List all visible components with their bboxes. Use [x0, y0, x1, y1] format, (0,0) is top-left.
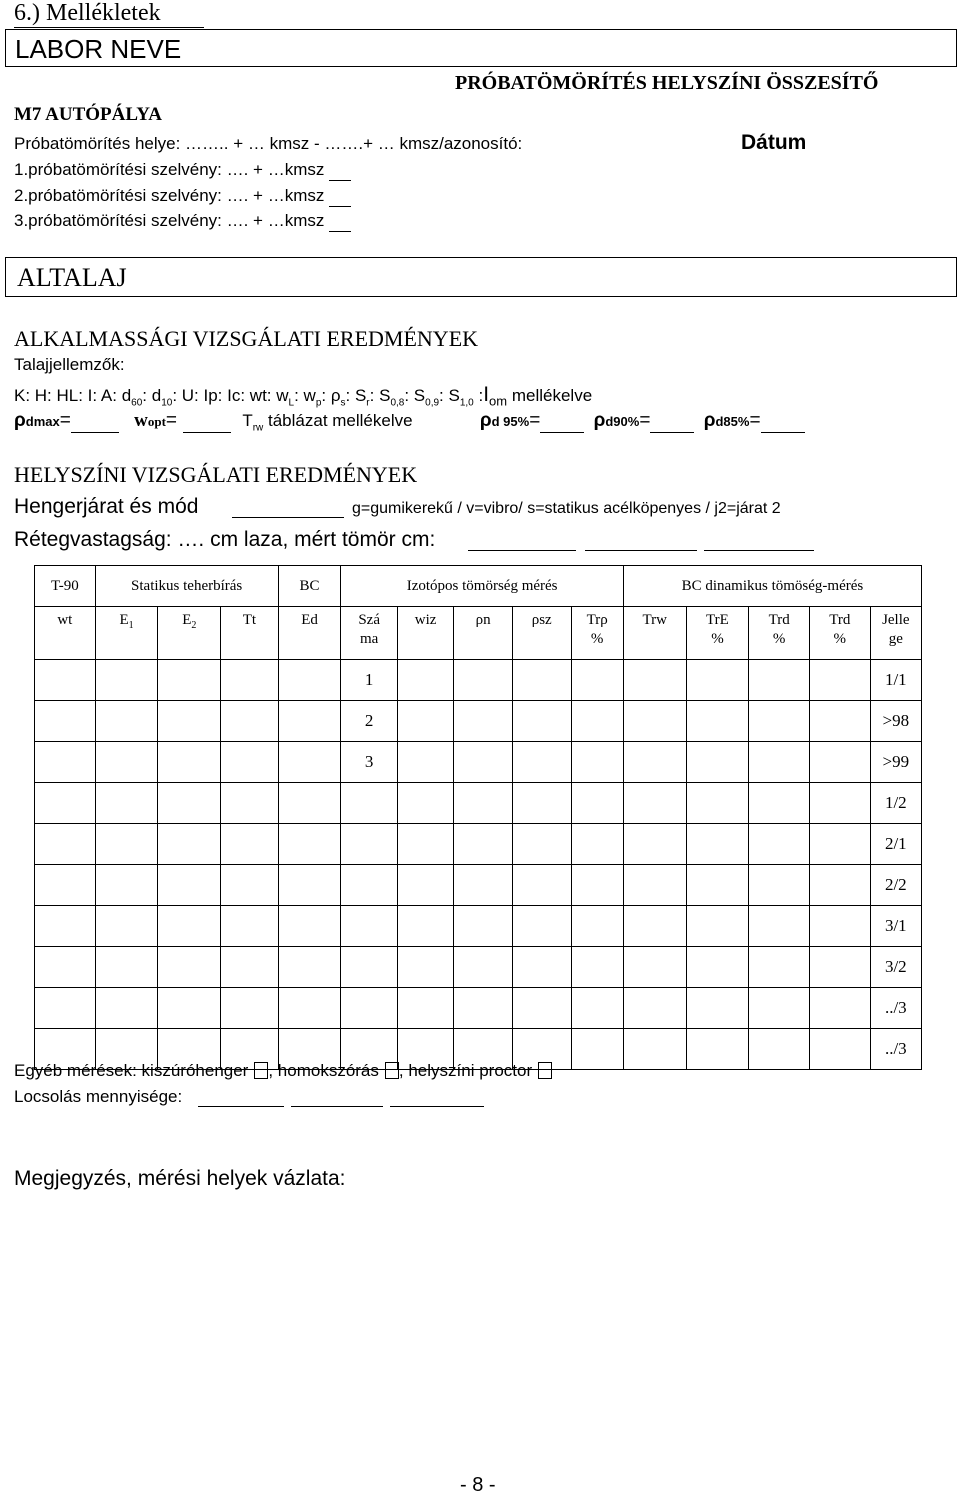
- col-header-tr-rho: Trρ %: [571, 607, 623, 660]
- watering-label: Locsolás mennyisége:: [14, 1087, 183, 1106]
- group-header-isotope: Izotópos tömörség mérés: [341, 566, 623, 607]
- col-header-jellege: Jelle ge: [870, 607, 921, 660]
- rho-dmax-field[interactable]: [71, 410, 119, 433]
- col-header-wt: wt: [35, 607, 96, 660]
- layer-box: [5, 257, 957, 297]
- col-header-tt: Tt: [221, 607, 279, 660]
- section-1: 1.próbatömörítési szelvény: …. + …kmsz: [14, 160, 351, 181]
- rho-d90-field[interactable]: [650, 410, 694, 433]
- rho-d85-field[interactable]: [761, 410, 805, 433]
- soil-props-label: Talajjellemzők:: [14, 355, 125, 374]
- table-row: 2 >98: [35, 701, 922, 742]
- col-header-szama: Szá ma: [341, 607, 397, 660]
- table-row: 3/1: [35, 906, 922, 947]
- table-row: 3 >99: [35, 742, 922, 783]
- col-header-rho-n: ρn: [454, 607, 513, 660]
- rho-d95-field[interactable]: [540, 410, 584, 433]
- w-opt-field[interactable]: [183, 410, 231, 433]
- watering-field-2[interactable]: [291, 1087, 383, 1107]
- core-cutter-checkbox[interactable]: [254, 1062, 268, 1079]
- section-3-field[interactable]: [329, 211, 351, 232]
- col-header-trd-2: Trd %: [809, 607, 870, 660]
- lab-name: LABOR NEVE: [15, 34, 182, 64]
- notes-label: Megjegyzés, mérési helyek vázlata:: [14, 1167, 346, 1190]
- field-proctor-checkbox[interactable]: [538, 1062, 552, 1079]
- col-header-wiz: wiz: [397, 607, 453, 660]
- thickness-field-1[interactable]: [468, 528, 576, 551]
- form-title: PRÓBATÖMÖRÍTÉS HELYSZÍNI ÖSSZESÍTŐ: [455, 72, 879, 94]
- field-title: HELYSZÍNI VIZSGÁLATI EREDMÉNYEK: [14, 462, 418, 487]
- group-header-bc-dynamic: BC dinamikus tömöség-mérés: [623, 566, 921, 607]
- table-row: 2/1: [35, 824, 922, 865]
- roller-label: Hengerjárat és mód: [14, 495, 199, 518]
- soil-props-line: K: H: HL: I: A: $d_{60}$: $d_{10}$: U: Ip: Ic: wt: $w_L$: $w_p$: $\rho_s$: $S_r$: $S_{0,8}$: $S_{0,9}$: $S_{1,0}$ $:I_{om}$ mellékelve: [14, 383, 593, 409]
- table-row: 3/2: [35, 947, 922, 988]
- sand-cone-checkbox[interactable]: [385, 1062, 399, 1079]
- layer-name: ALTALAJ: [17, 263, 127, 292]
- table-row: ../3: [35, 988, 922, 1029]
- table-row: ../3: [35, 1029, 922, 1070]
- watering-field-1[interactable]: [198, 1087, 284, 1107]
- watering-field-3[interactable]: [390, 1087, 484, 1107]
- thickness-field-2[interactable]: [585, 528, 697, 551]
- site-label: Próbatömörítés helye: …….. + … kmsz - …….+ … kmsz/azonosító:: [14, 134, 523, 153]
- date-label: Dátum: [741, 131, 807, 154]
- other-measurements: Egyéb mérések: kiszúróhenger , homokszórás , helyszíni proctor: [14, 1061, 552, 1081]
- group-header-static: Statikus teherbírás: [95, 566, 278, 607]
- table-row: 1 1/1: [35, 660, 922, 701]
- roller-field[interactable]: [232, 495, 344, 518]
- col-header-e1: $E_1$: [95, 607, 158, 660]
- col-header-e2: $E_2$: [158, 607, 221, 660]
- measurement-table: [34, 565, 922, 1070]
- col-header-tre: TrE %: [686, 607, 749, 660]
- section-title-underline: [14, 27, 204, 28]
- section-3: 3.próbatömörítési szelvény: …. + …kmsz: [14, 211, 351, 232]
- page-number: - 8 -: [460, 1474, 496, 1496]
- col-header-rho-sz: ρsz: [512, 607, 571, 660]
- thickness-field-3[interactable]: [704, 528, 814, 551]
- col-header-trw: Trw: [623, 607, 686, 660]
- col-header-trd-1: Trd %: [749, 607, 810, 660]
- suitability-title: ALKALMASSÁGI VIZSGÁLATI EREDMÉNYEK: [14, 326, 479, 351]
- table-row: 1/2: [35, 783, 922, 824]
- section-2: 2.próbatömörítési szelvény: …. + …kmsz: [14, 186, 351, 207]
- section-2-field[interactable]: [329, 186, 351, 207]
- section-title: 6.) Mellékletek: [14, 0, 161, 26]
- group-header-bc: BC: [278, 566, 341, 607]
- lab-name-box: [5, 29, 957, 67]
- road-name: M7 AUTÓPÁLYA: [14, 104, 162, 125]
- col-header-ed: Ed: [278, 607, 341, 660]
- density-line: ρdmax= wopt= $T_{rw}$ táblázat mellékelve ρd 95%= ρd90%= ρd85%=: [14, 410, 805, 433]
- group-header-t90: T-90: [35, 566, 96, 607]
- roller-legend: g=gumikerekű / v=vibro/ s=statikus acélköpenyes / j2=járat 2: [352, 500, 781, 517]
- table-row: 2/2: [35, 865, 922, 906]
- layer-thickness-label: Rétegvastagság: …. cm laza, mért tömör cm:: [14, 528, 436, 551]
- section-1-field[interactable]: [329, 160, 351, 181]
